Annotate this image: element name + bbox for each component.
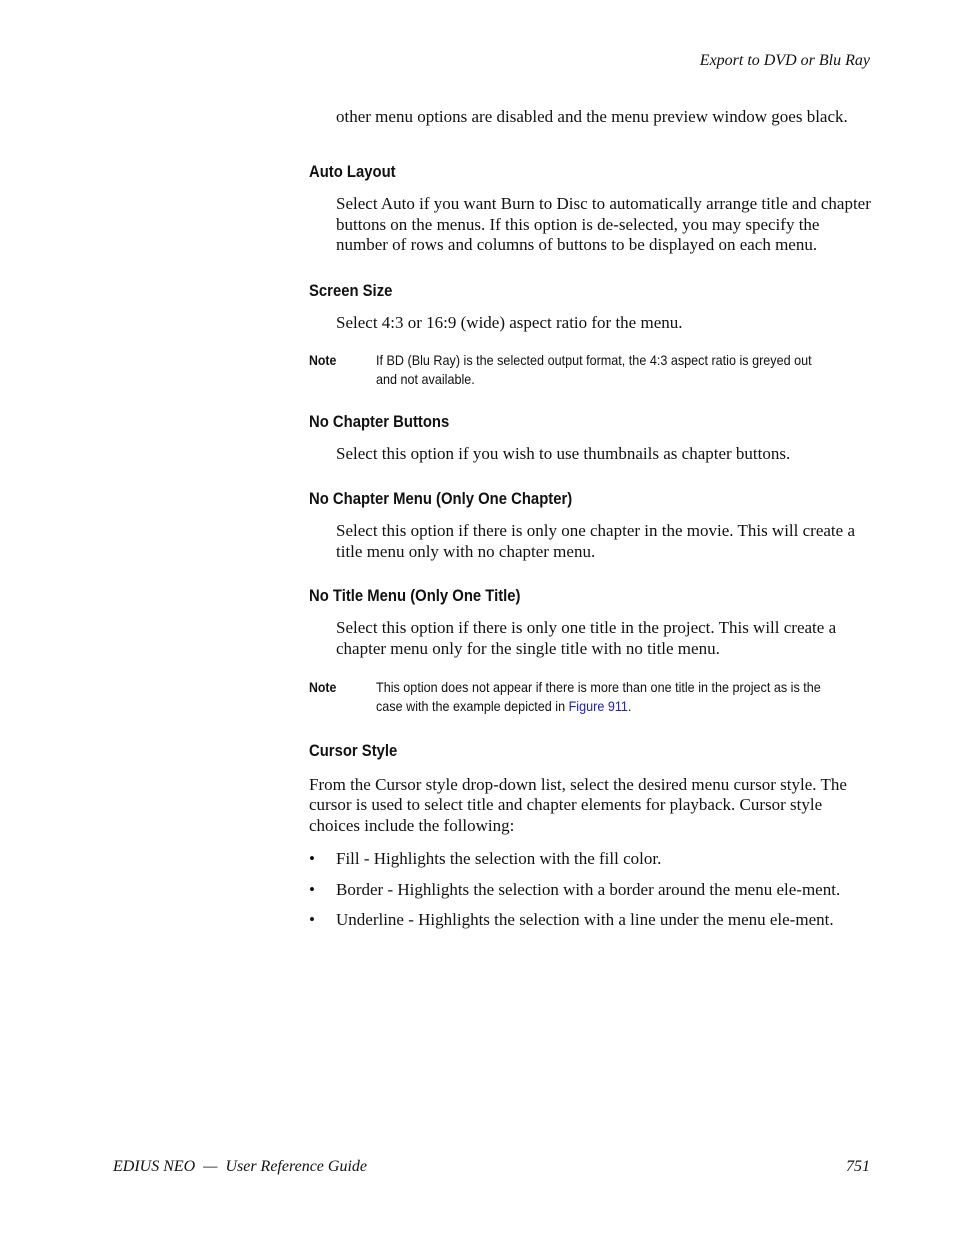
note-screen-size xyxy=(309,351,871,389)
list-item-text: Underline - Highlights the selection with a line under the menu ele-ment. xyxy=(336,910,834,930)
list-item-text: Border - Highlights the selection with a border around the menu ele-ment. xyxy=(336,879,841,899)
note-text-after: . xyxy=(627,698,632,715)
heading-no-chapter-menu: No Chapter Menu (Only One Chapter) xyxy=(309,490,573,509)
note-label: Note xyxy=(309,352,337,369)
note-label: Note xyxy=(309,679,337,696)
page-number: 751 xyxy=(846,1158,870,1175)
note-text xyxy=(376,678,822,716)
intro-paragraph: other menu options are disabled and the menu preview window goes black. xyxy=(336,107,848,126)
auto-layout-paragraph: Select Auto if you want Burn to Disc to automatically arrange title and chapter buttons on the menus. If this option is de-selected, you may specify the number of rows and columns of buttons to be displayed on each menu. xyxy=(336,194,871,255)
note-text: If BD (Blu Ray) is the selected output format, the 4:3 aspect ratio is greyed out and not available. xyxy=(376,352,812,388)
heading-auto-layout: Auto Layout xyxy=(309,163,396,182)
page-content xyxy=(309,107,871,931)
heading-no-chapter-buttons: No Chapter Buttons xyxy=(309,413,450,432)
list-item-text: Fill - Highlights the selection with the fill color. xyxy=(336,849,662,869)
list-item xyxy=(309,910,871,930)
running-header: Export to DVD or Blu Ray xyxy=(699,52,870,69)
heading-no-title-menu: No Title Menu (Only One Title) xyxy=(309,587,521,606)
heading-cursor-style: Cursor Style xyxy=(309,742,398,761)
no-chapter-menu-paragraph: Select this option if there is only one chapter in the movie. This will create a title menu only with no chapter menu. xyxy=(336,521,855,561)
screen-size-paragraph: Select 4:3 or 16:9 (wide) aspect ratio for the menu. xyxy=(336,312,683,332)
footer-guide-title: EDIUS NEO — User Reference Guide xyxy=(113,1158,368,1175)
no-chapter-buttons-paragraph: Select this option if you wish to use thumbnails as chapter buttons. xyxy=(336,444,791,464)
note-no-title-menu xyxy=(309,678,871,716)
cursor-style-paragraph: From the Cursor style drop-down list, select the desired menu cursor style. The cursor is used to select title and chapter elements for playback. Cursor style choices include the following: xyxy=(309,775,847,835)
list-item xyxy=(309,880,871,900)
figure-link[interactable]: Figure 911 xyxy=(568,698,628,715)
list-item xyxy=(309,849,871,869)
bullet-icon: • xyxy=(309,910,315,930)
note-text-before: This option does not appear if there is more than one title in the project as is the case with the example depicted in xyxy=(376,679,821,715)
no-title-menu-paragraph: Select this option if there is only one title in the project. This will create a chapter menu only for the single title with no title menu. xyxy=(336,618,837,658)
heading-screen-size: Screen Size xyxy=(309,281,393,300)
bullet-icon: • xyxy=(309,879,315,899)
bullet-icon: • xyxy=(309,849,315,869)
